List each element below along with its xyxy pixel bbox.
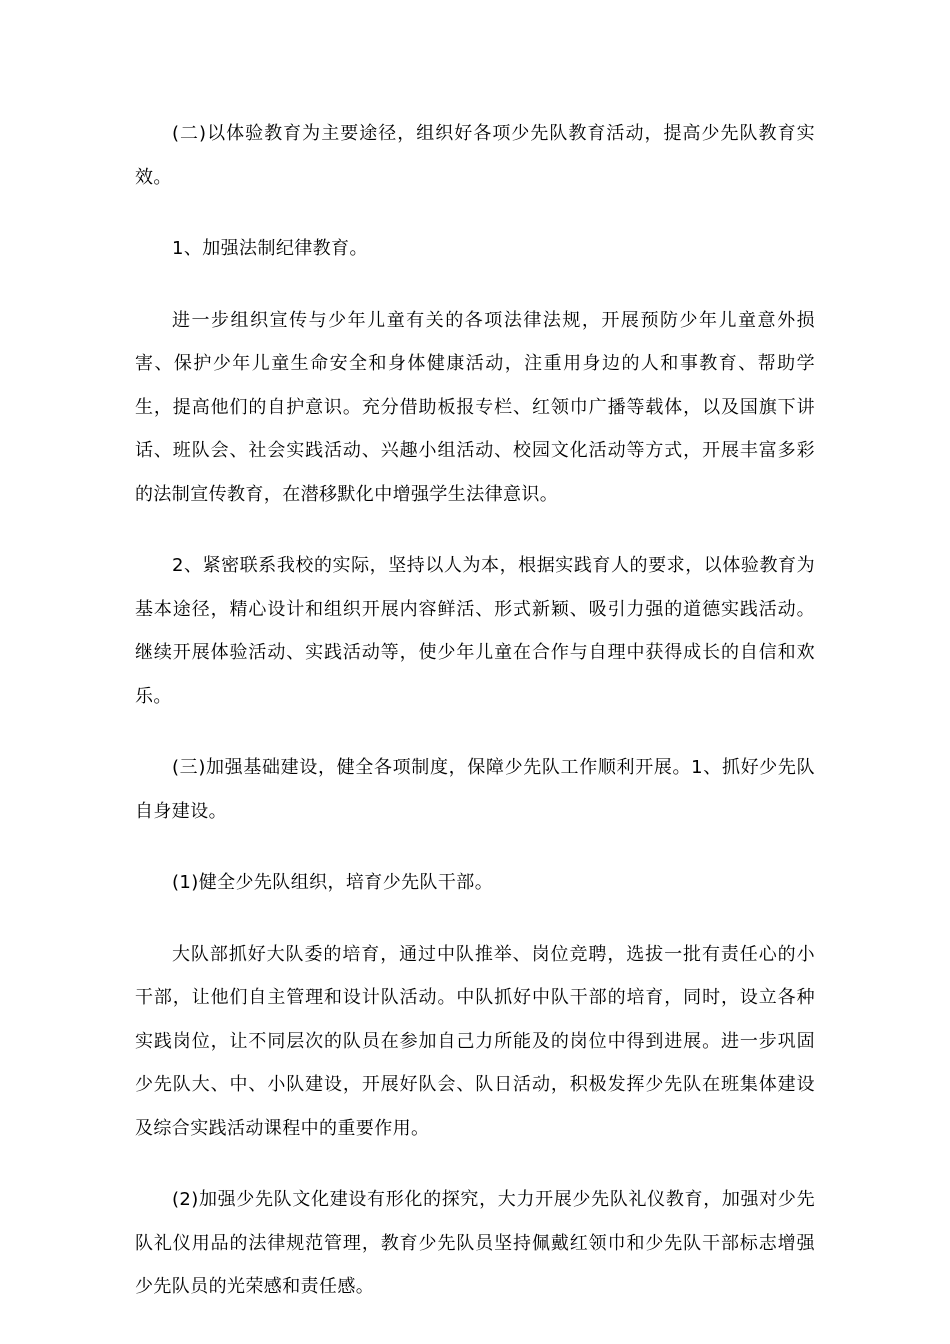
paragraph-legal-education: 进一步组织宣传与少年儿童有关的各项法律法规，开展预防少年儿童意外损害、保护少年儿童生命安全和身体健康活动，注重用身边的人和事教育、帮助学生，提高他们的自护意识。充分借助板报专栏、红领巾广播等载体，以及国旗下讲话、班队会、社会实践活动、兴趣小组活动、校园文化活动等方式，开展丰富多彩的法制宣传教育，在潜移默化中增强学生法律意识。 xyxy=(135,309,815,505)
document-body xyxy=(135,112,815,1337)
paragraph-cadre-training: 大队部抓好大队委的培育，通过中队推举、岗位竞聘，选拔一批有责任心的小干部，让他们自主管理和设计队活动。中队抓好中队干部的培育，同时，设立各种实践岗位，让不同层次的队员在参加自己力所能及的岗位中得到进展。进一步巩固少先队大、中、小队建设，开展好队会、队日活动，积极发挥少先队在班集体建设及综合实践活动课程中的重要作用。 xyxy=(135,943,815,1139)
paragraph-section-two-heading: (二)以体验教育为主要途径，组织好各项少先队教育活动，提高少先队教育实效。 xyxy=(135,123,815,188)
paragraph-item-2-practice: 2、紧密联系我校的实际，坚持以人为本，根据实践育人的要求，以体验教育为基本途径，精心设计和组织开展内容鲜活、形式新颖、吸引力强的道德实践活动。继续开展体验活动、实践活动等，使少年儿童在合作与自理中获得成长的自信和欢乐。 xyxy=(135,555,815,707)
paragraph-subitem-1-heading: (1)健全少先队组织，培育少先队干部。 xyxy=(172,872,494,893)
paragraph-item-1-heading: 1、加强法制纪律教育。 xyxy=(172,238,368,259)
paragraph-section-three-heading: (三)加强基础建设，健全各项制度，保障少先队工作顺利开展。1、抓好少先队自身建设。 xyxy=(135,757,815,822)
paragraph-subitem-2-culture: (2)加强少先队文化建设有形化的探究，大力开展少先队礼仪教育，加强对少先队礼仪用品的法律规范管理，教育少先队员坚持佩戴红领巾和少先队干部标志增强少先队员的光荣感和责任感。 xyxy=(135,1189,815,1297)
